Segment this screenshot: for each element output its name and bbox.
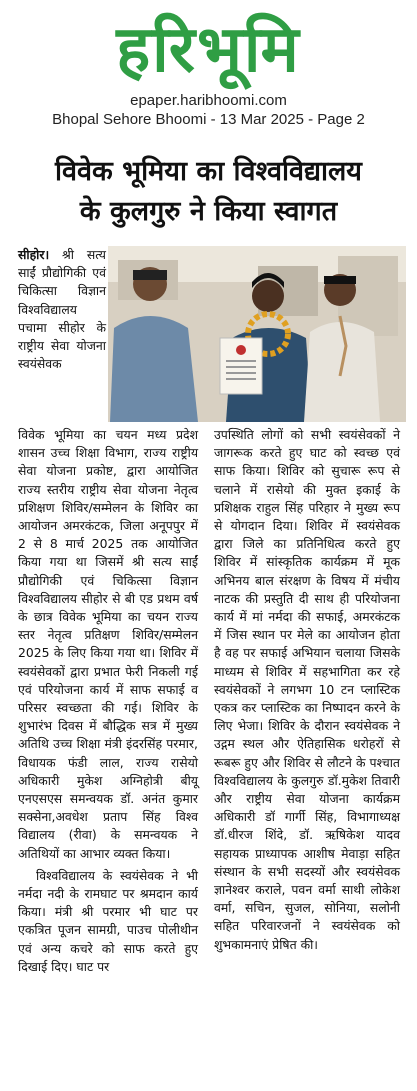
dateline: सीहोर। [18,247,50,262]
masthead [0,8,417,92]
epaper-url[interactable]: epaper.haribhoomi.com [130,92,287,109]
left-column [18,426,198,976]
lead-text: श्री सत्य साईं प्रौद्योगिकी एवं चिकित्सा विज्ञान विश्वविद्यालय पचामा सीहोर के राष्ट्रीय सेवा योजना स्वयंसेवक [18,247,106,372]
right-paragraph-1: उपस्थिति लोगों को सभी स्वयंसेवकों ने जागरूक करते हुए घाट को स्वच्छ एवं साफ किया। शिविर को सुचारू रूप से चलाने में रासेयो की मुक्त इकाई के प्रशिक्षक राहुल सिंह परिहार ने मुख्य रूप से योगदान दिया। शिविर में स्वयंसेवक द्वारा जिले का प्रतिनिधित्व करते हुए शिविर में सांस्कृतिक कार्यक्रम में मूक अभिनय बाल संरक्षण के विषय में मंचीय नाटक की प्रस्तुति दी साथ ही परियोजना कार्य में मां नर्मदा की सफाई, अमरकंटक में जिस स्थान पर मेले का आयोजन होता है वह पर सफाई अभियान चलाया जिसके माध्यम से शिविर में सहभागिता कर रहे स्वयंसेवकों ने लगभग 10 टन प्लास्टिक एकत्र कर प्लास्टिक का निष्पादन करने के लिए भेजा। शिविर के दौरान स्वयंसेवक ने उद्गम स्थल और ऐतिहासिक धरोहरों से रूबरू हुए और शिविर से लौटने के पश्चात विश्वविद्यालय के कुलगुरु डॉ.मुकेश तिवारी और राष्ट्रीय सेवा योजना कार्यक्रम अधिकारी डॉ गार्गी सिंह, विभागाध्यक्ष डॉ.धीरज शिंदे, डॉ. ऋषिकेश यादव सहायक प्राध्यापक आशीष मेवाड़ा सहित संस्थान के सभी सदस्यों और स्वयंसेवक ज्ञानेश्वर कराले, पवन वर्मा साथी लोकेश वर्मा, सचिन, सुजल, सोनिया, सलोनी सहित परिवारजनों ने स्वयंसेवक को शुभकामनाएं प्रेषित की। [214,427,400,952]
lead-paragraph [18,246,106,373]
headline-line-1: विवेक भूमिया का विश्वविद्यालय [55,156,362,187]
article-photo [108,246,406,422]
headline [10,152,407,232]
edition-line: Bhopal Sehore Bhoomi - 13 Mar 2025 - Page 2 [52,111,365,128]
headline-line-2: के कुलगुरु ने किया स्वागत [79,196,338,227]
left-paragraph-1: विवेक भूमिया का चयन मध्य प्रदेश शासन उच्च शिक्षा विभाग, राज्य राष्ट्रीय सेवा योजना प्रकोष्ट, द्वारा आयोजित राज्य स्तरीय राष्ट्रीय सेवा योजना नेतृत्व प्रशिक्षण शिविर/सम्मेलन के शिविर का आयोजन अमरकंटक, जिला अनूपपुर में 2 से 8 मार्च 2025 तक आयोजित किया गया था जिसमें श्री सत्य साईं प्रौद्योगिकी एवं चिकित्सा विज्ञान विश्वविद्यालय सीहोर से बी एड प्रथम वर्ष के छात्र विवेक भूमिया का चयन राज्य स्तर नेतृत्व प्रतिक्षण शिविर/सम्मेलन 2025 के लिए किया गया था। शिविर में स्वयंसेवकों द्वारा प्रभात फेरी निकली गई एवं परियोजना कार्य में साफ सफाई व परिसर स्वच्छता की गई। शिविर के शुभारंभ दिवस में बौद्धिक सत्र में मुख्य अतिथि उच्च शिक्षा मंत्री इंदरसिंह परमार, विधायक फंडी लाल, राज्य रासेयो अधिकारी मुकेश अग्निहोत्री बीयू एनएसएस समन्वयक डॉ. अनंत कुमार सक्सेना,अवधेश प्रताप सिंह विश्व विद्यालय (रीवा) के समन्वयक ने अतिथियों का आभार व्यक्त किया। [18,427,198,861]
photo-illustration [108,246,406,422]
left-paragraph-2: विश्वविद्यालय के स्वयंसेवक ने भी नर्मदा नदी के रामघाट पर श्रमदान कार्य किया। मंत्री श्री परमार भी घाट पर एकत्रित पूजन सामग्री, पाउच पोलीथीन एवं अन्य कचरे को साफ करते हुए दिखाई दिए। घाट पर [18,867,198,974]
right-column [214,426,400,954]
masthead-logo: हरिभूमि [116,12,301,87]
